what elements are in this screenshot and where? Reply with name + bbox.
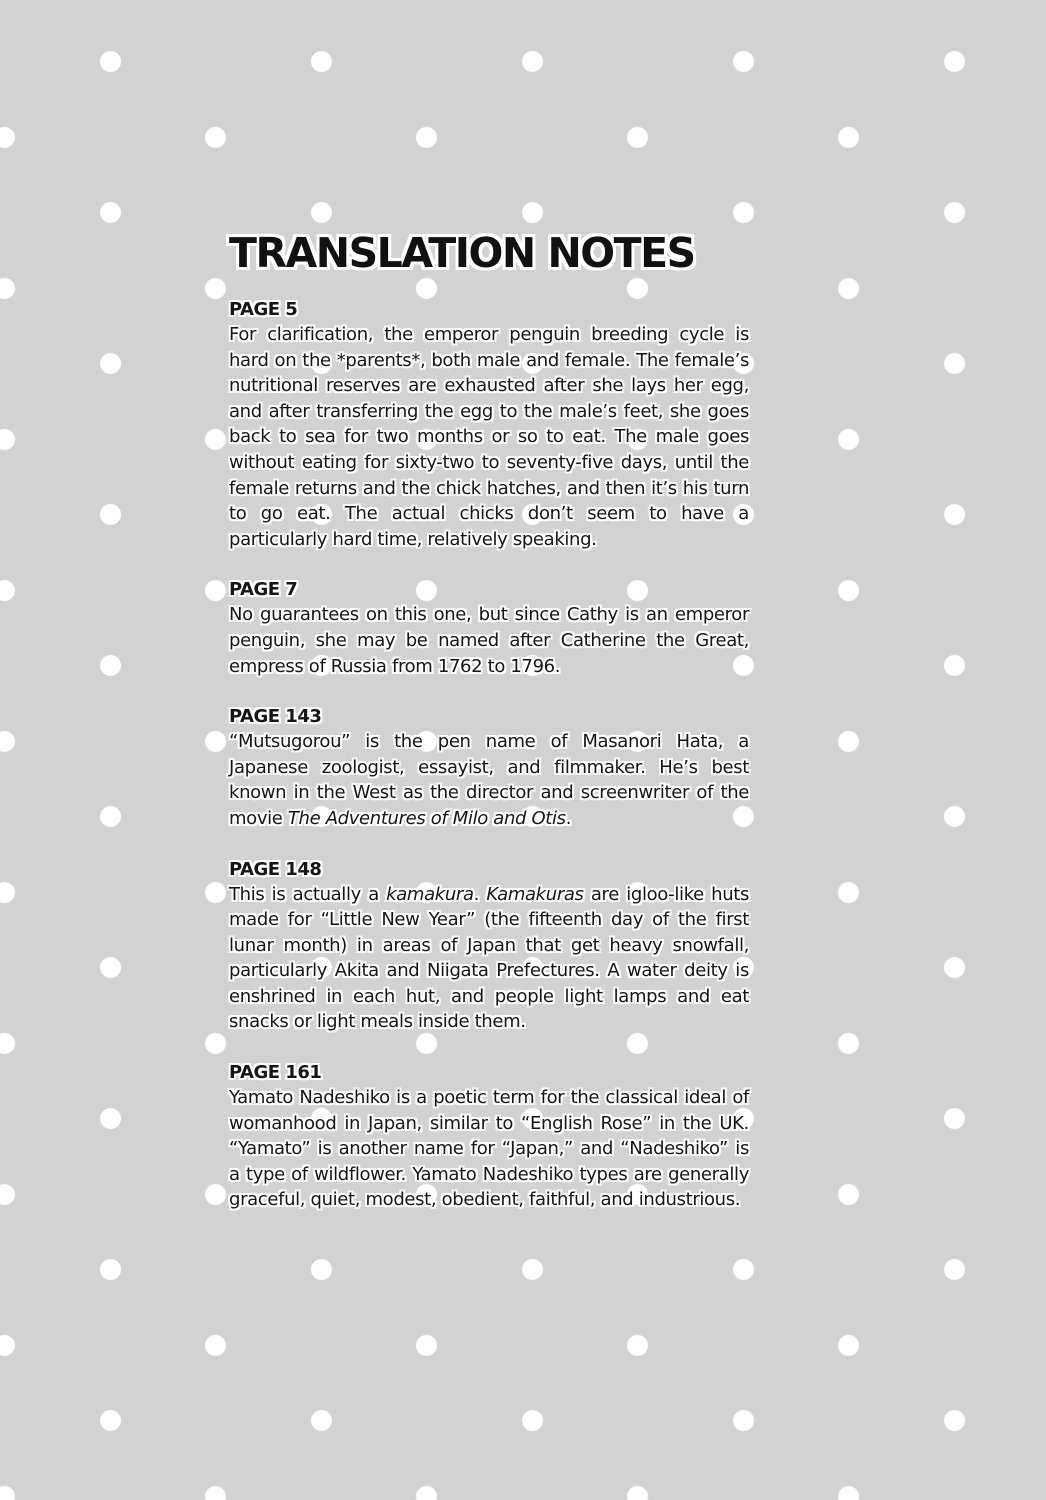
note-heading: PAGE 7 xyxy=(229,579,298,601)
note-text: Yamato Nadeshiko is a poetic term for the classical ideal of womanhood in Japan, similar to “English Rose” in the UK. “Yamato” is another name for “Japan,” and “Nadeshiko” is a type of wildflower. Yamato Nadeshiko types are generally graceful, quiet, modest, obedient, faithful, and industrious. xyxy=(229,1087,749,1211)
note-heading: PAGE 5 xyxy=(229,299,298,320)
note-heading: PAGE 161 xyxy=(229,1062,322,1084)
note-text: “Mutsugorou” is the pen name of Masanori Hata, a Japanese zoologist, essayist, and filmmaker. He’s best known in the West as the director and screenwriter of the movie xyxy=(229,731,749,829)
note-heading: PAGE 148 xyxy=(229,858,322,880)
italic-term: Kamakuras xyxy=(486,883,584,905)
note-page-143 xyxy=(229,704,749,831)
note-text: . xyxy=(473,883,487,905)
note-text: are igloo-like huts made for “Little New Year” (the fifteenth day of the first lunar month) in areas of Japan that get heavy snowfall, particularly Akita and Niigata Prefectures. A water deity is enshrined in each hut, and people light lamps and eat snacks or light meals inside them. xyxy=(229,883,749,1033)
note-heading: PAGE 143 xyxy=(229,706,322,728)
translation-notes xyxy=(229,226,749,1213)
note-page-148 xyxy=(229,857,749,1036)
note-page-5 xyxy=(229,297,749,552)
movie-title: The Adventures of Milo and Otis xyxy=(287,807,566,829)
note-text: This is actually a xyxy=(229,883,387,905)
note-text: For clarification, the emperor penguin breeding cycle is hard on the *parents*, both male and female. The female’s nutritional reserves are exhausted after she lays her egg, and after transferring the egg to the male’s feet, she goes back to sea for two months or so to eat. The male goes without eating for sixty-two to seventy-five days, until the female returns and the chick hatches, and then it’s his turn to go eat. The actual chicks don’t seem to have a particularly hard time, relatively speaking. xyxy=(229,324,749,550)
note-body xyxy=(229,602,749,679)
note-body xyxy=(229,1085,749,1213)
note-page-7 xyxy=(229,577,749,679)
note-body xyxy=(229,729,749,831)
page-title: TRANSLATION NOTES xyxy=(229,229,695,277)
note-text: . xyxy=(565,807,572,829)
note-body xyxy=(229,322,749,552)
italic-term: kamakura xyxy=(386,883,474,905)
note-page-161 xyxy=(229,1060,749,1213)
note-body xyxy=(229,882,749,1036)
note-text: No guarantees on this one, but since Cathy is an emperor penguin, she may be named after Catherine the Great, empress of Russia from 1762 to 1796. xyxy=(229,604,749,677)
